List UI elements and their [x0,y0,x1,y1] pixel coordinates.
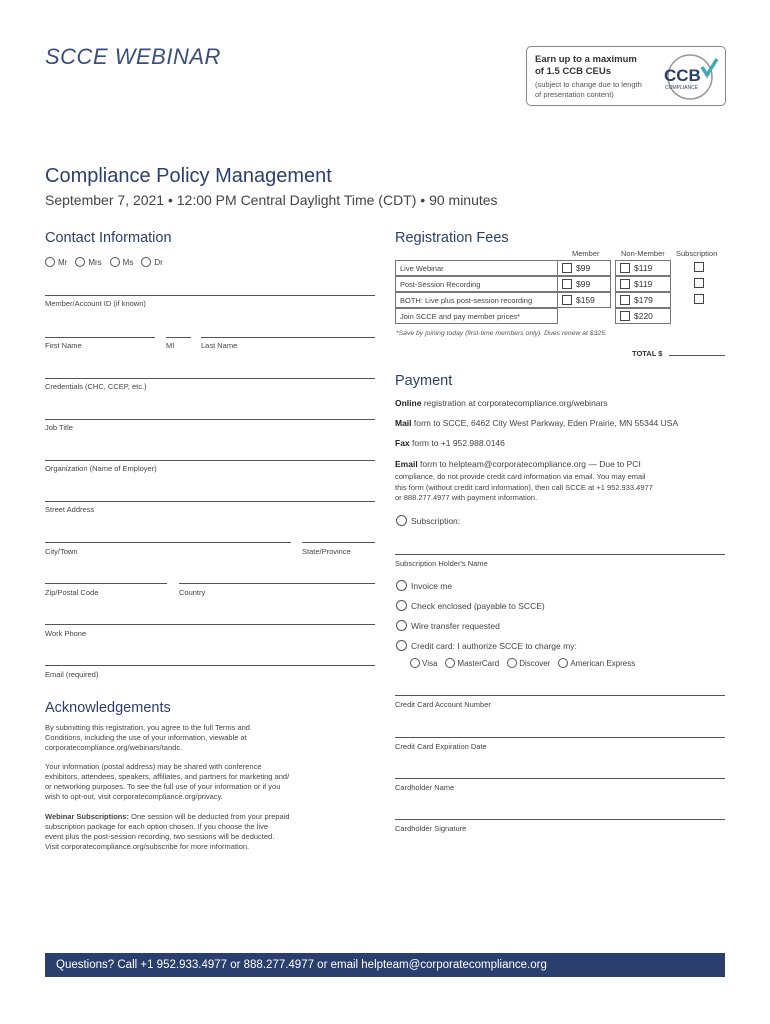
mi-field[interactable] [166,337,191,338]
payment-fax [395,438,505,448]
ack-line: event plus the post-session recording, two sessions will be deducted. [45,832,275,841]
payment-heading: Payment [395,373,453,389]
ccb-logo-sub: COMPLIANCE [665,85,699,91]
payment-option-subscription[interactable] [396,515,460,526]
cc-sig-label: Cardholder Signature [395,824,467,833]
ceu-note: of presentation content) [535,90,614,99]
card-mastercard[interactable] [445,658,499,668]
ack-privacy [45,762,365,802]
member-id-label: Member/Account ID (if known) [45,299,146,308]
payment-option-invoice[interactable] [396,580,452,591]
fee-join-cell[interactable] [615,308,671,324]
card-type-group [410,658,635,668]
organization-field[interactable] [45,460,375,461]
payment-bold: Online [395,398,422,408]
card-label: MasterCard [457,658,500,668]
zip-field[interactable] [45,583,167,584]
checkbox-icon[interactable] [620,295,630,305]
cc-sig-field[interactable] [395,819,725,820]
subscription-checkbox[interactable] [694,278,704,288]
checkbox-icon[interactable] [562,295,572,305]
radio-icon[interactable] [558,658,568,668]
state-label: State/Province [302,547,351,556]
payment-mail [395,418,678,428]
street-label: Street Address [45,505,95,514]
ack-line: subscription package for each option chosen. If you choose the live [45,822,269,831]
salutation-label: Mr [58,257,68,267]
card-label: American Express [570,658,636,668]
radio-icon[interactable] [45,257,55,267]
ack-line: corporatecompliance.org/webinars/tandc. [45,743,183,752]
radio-icon[interactable] [396,600,407,611]
fee-row-name: Post-Session Recording [395,276,558,292]
ack-heading: Acknowledgements [45,700,171,716]
salutation-label: Dr [154,257,163,267]
radio-icon[interactable] [110,257,120,267]
cc-exp-field[interactable] [395,737,725,738]
fee-price: $99 [576,263,591,273]
radio-icon[interactable] [410,658,420,668]
card-label: Discover [519,658,551,668]
email-label: Email (required) [45,670,99,679]
salutation-mr[interactable] [45,257,67,267]
checkbox-icon[interactable] [562,279,572,289]
fee-member-cell[interactable] [557,276,611,292]
radio-icon[interactable] [75,257,85,267]
subscription-holder-label: Subscription Holder's Name [395,559,488,568]
credentials-field[interactable] [45,378,375,379]
radio-icon[interactable] [141,257,151,267]
fee-member-cell[interactable] [557,292,611,308]
salutation-group [45,257,163,267]
salutation-label: Ms [122,257,134,267]
fee-price: $220 [634,311,653,321]
total-label: TOTAL $ [632,349,663,358]
payment-option-label: Credit card: I authorize SCCE to charge my: [411,640,577,651]
payment-option-label: Invoice me [411,580,453,591]
email-field[interactable] [45,665,375,666]
first-name-label: First Name [45,341,82,350]
footer-bar: Questions? Call +1 952.933.4977 or 888.277.4977 or email helpteam@corporatecompliance.org [45,953,725,977]
payment-line: form to +1 952.988.0146 [409,438,505,448]
payment-option-label: Wire transfer requested [411,620,500,631]
payment-option-check[interactable] [396,600,545,611]
fee-col-nonmember: Non-Member [621,249,665,258]
fees-footnote: *Save by joining today (first-time members only). Dues renew at $325. [396,330,607,337]
last-name-label: Last Name [201,341,238,350]
payment-line: form to helpteam@corporatecompliance.org — Due to PCI [417,459,641,469]
radio-icon[interactable] [396,640,407,651]
ccb-logo-icon [660,53,720,101]
salutation-dr[interactable] [141,257,162,267]
salutation-ms[interactable] [110,257,134,267]
payment-line: or 888.277.4977 with payment information. [395,493,538,502]
fee-price: $119 [634,263,653,273]
checkbox-icon[interactable] [620,279,630,289]
fee-price: $99 [576,279,591,289]
fee-row-name: Live Webinar [395,260,558,276]
ack-bold: Webinar Subscriptions: [45,812,130,821]
payment-option-wire[interactable] [396,620,500,631]
radio-icon[interactable] [396,580,407,591]
event-subtitle: September 7, 2021 • 12:00 PM Central Daylight Time (CDT) • 90 minutes [45,192,498,208]
payment-line: this form (without credit card information), then call SCCE at +1 952.933.4977 [395,482,653,492]
fee-nonmember-cell[interactable] [615,260,671,276]
payment-online [395,398,608,408]
radio-icon[interactable] [396,515,407,526]
organization-label: Organization (Name of Employer) [45,464,157,473]
payment-bold: Mail [395,418,412,428]
credentials-label: Credentials (CHC, CCEP, etc.) [45,382,147,391]
phone-field[interactable] [45,624,375,625]
card-amex[interactable] [558,658,635,668]
radio-icon[interactable] [507,658,517,668]
payment-bold: Fax [395,438,410,448]
ack-line: or networking purposes. To see the full use of your information or if you [45,782,281,791]
first-name-field[interactable] [45,337,155,338]
cc-exp-label: Credit Card Expiration Date [395,742,487,751]
phone-label: Work Phone [45,629,87,638]
fees-heading: Registration Fees [395,230,509,246]
country-label: Country [179,588,206,597]
payment-option-credit[interactable] [396,640,577,651]
fee-nonmember-cell[interactable] [615,276,671,292]
webinar-title: SCCE WEBINAR [45,44,221,69]
ack-subscriptions [45,812,365,852]
radio-icon[interactable] [445,658,455,668]
ack-line: exhibitors, attendees, speakers, affiliates, and partners for marketing and/ [45,772,290,781]
radio-icon[interactable] [396,620,407,631]
ack-line: Your information (postal address) may be shared with conference [45,762,262,771]
last-name-field[interactable] [201,337,375,338]
street-field[interactable] [45,501,375,502]
cc-name-label: Cardholder Name [395,783,455,792]
fee-row-name: Join SCCE and pay member prices* [395,308,558,324]
cc-number-label: Credit Card Account Number [395,700,491,709]
country-field[interactable] [179,583,375,584]
salutation-label: Mrs [88,257,102,267]
ceu-badge [526,46,726,106]
zip-label: Zip/Postal Code [45,588,99,597]
checkbox-icon[interactable] [620,311,630,321]
ack-line: By submitting this registration, you agree to the full Terms and [45,723,250,732]
ceu-line: Earn up to a maximum [535,54,637,65]
fee-price: $119 [634,279,653,289]
fee-price: $159 [576,295,595,305]
ccb-logo-text: CCB [664,66,701,85]
ack-line: Visit corporatecompliance.org/subscribe for more information. [45,842,250,851]
cc-number-field[interactable] [395,695,725,696]
mi-label: MI [166,341,175,350]
fee-col-subscription: Subscription [676,249,718,258]
ack-line: One session will be deducted from your prepaid [129,812,290,821]
checkbox-icon[interactable] [620,263,630,273]
payment-line: form to SCCE, 6462 City West Parkway, Eden Prairie, MN 55344 USA [411,418,679,428]
payment-line: compliance, do not provide credit card information via email. You may email [395,472,646,481]
card-label: Visa [422,658,438,668]
subscription-checkbox[interactable] [694,294,704,304]
payment-line: registration at corporatecompliance.org/webinars [421,398,608,408]
job-title-field[interactable] [45,419,375,420]
salutation-mrs[interactable] [75,257,101,267]
card-discover[interactable] [507,658,550,668]
payment-option-label: Check enclosed (payable to SCCE) [411,600,545,611]
city-field[interactable] [45,542,291,543]
fee-col-member: Member [572,249,600,258]
payment-option-label: Subscription: [411,515,461,526]
fee-row-name: BOTH: Live plus post-session recording [395,292,558,308]
total-field[interactable] [669,355,725,356]
ack-line: wish to opt-out, visit corporatecompliance.org/privacy. [45,792,223,801]
contact-heading: Contact Information [45,230,172,246]
subscription-checkbox[interactable] [694,262,704,272]
subscription-holder-field[interactable] [395,554,725,555]
ack-line: Conditions, including the use of your information, viewable at [45,733,247,742]
job-title-label: Job Title [45,423,73,432]
state-field[interactable] [302,542,375,543]
city-label: City/Town [45,547,78,556]
member-id-field[interactable] [45,295,375,296]
payment-email [395,459,641,469]
fee-member-cell[interactable] [557,260,611,276]
cc-name-field[interactable] [395,778,725,779]
event-title: Compliance Policy Management [45,165,332,187]
ack-terms [45,723,365,753]
ceu-line: of 1.5 CCB CEUs [535,66,612,77]
payment-email-note [395,472,653,504]
fee-nonmember-cell[interactable] [615,292,671,308]
fee-price: $179 [634,295,653,305]
checkbox-icon[interactable] [562,263,572,273]
payment-bold: Email [395,459,418,469]
card-visa[interactable] [410,658,437,668]
ceu-note: (subject to change due to length [535,80,642,89]
